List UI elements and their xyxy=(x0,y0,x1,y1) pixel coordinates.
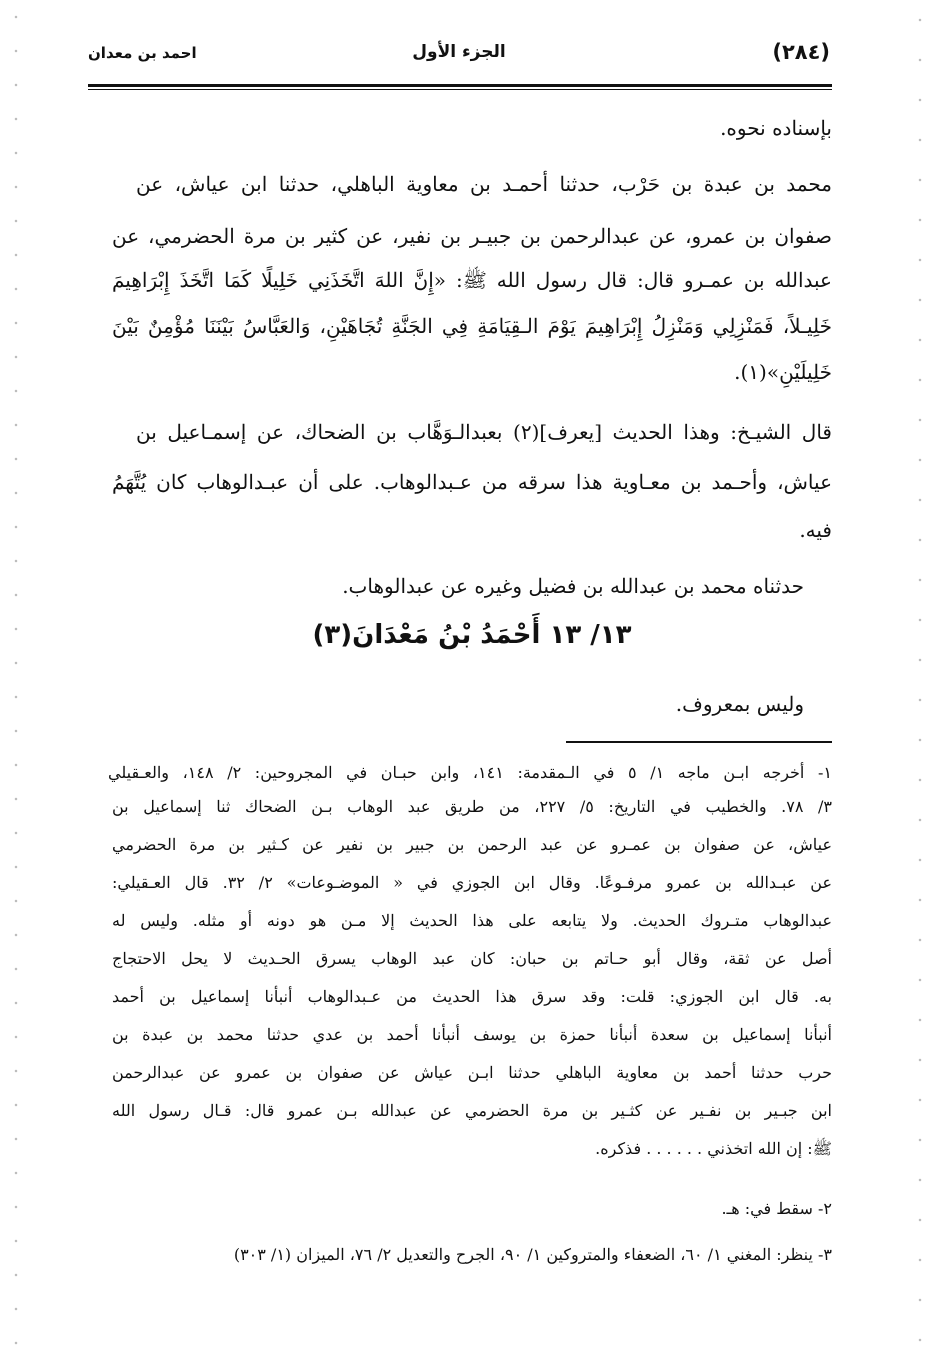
running-title: احمد بن معدان xyxy=(88,44,197,62)
footnote-line: عبدالوهاب متـروك الحديث. ولا يتابعه على هذا الحديث إلا مـن هو دونه أو مثله. وليس له xyxy=(112,911,832,930)
entry-title: ١٣/ ١٣ أَحْمَدُ بْنُ مَعْدَانَ(٣) xyxy=(312,620,632,650)
body-line: محمد بن عبدة بن حَرْب، حدثنا أحمـد بن معاوية الباهلي، حدثنا ابن عياش، عن xyxy=(136,172,832,196)
footnote-line: حرب حدثنا أحمد بن معاوية الباهلي حدثنا ابـن عياش عن صفوان بن عمرو عن عبدالرحمن xyxy=(112,1063,832,1082)
scan-dots-left xyxy=(14,0,18,1366)
body-line: عبدالله بن عمـرو قال: قال رسول الله ﷺ: «إِنَّ اللهَ اتَّخَذَنِي خَلِيلًا كَمَا اتَّخَذَ إِبْرَاهِيمَ xyxy=(112,268,832,292)
footnote-line: ﷺ: إن الله اتخذني . . . . . . فذكره. xyxy=(595,1139,832,1158)
body-line: قال الشيـخ: وهذا الحديث [يعرف](٢) بعبدالـوَهَّاب بن الضحاك، عن إسمـاعيل بن xyxy=(136,420,832,444)
body-line: بإسناده نحوه. xyxy=(720,116,832,140)
footnote-line: عن عبـدالله بن عمرو مرفـوعًا. وقال ابن الجوزي في « الموضـوعات» ٢/ ٣٢. قال العـقيلي: xyxy=(112,873,832,892)
body-line: عياش، وأحـمد بن معـاوية هذا سرقه من عـبدالوهاب. على أن عبـدالوهاب كان يُتَّهَمُ xyxy=(112,470,832,494)
body-line: حدثناه محمد بن عبدالله بن فضيل وغيره عن عبدالوهاب. xyxy=(342,574,804,598)
footnote-line: ابن جبـير بن نفـير عن كثـير بن مرة الحضرمي عن عبدالله بـن عمرو قال: قـال رسول الله xyxy=(112,1101,832,1120)
page-header xyxy=(88,36,830,80)
body-line: خَلِيلَيْنِ»(١). xyxy=(734,360,832,384)
page-number: (٢٨٤) xyxy=(772,40,830,64)
header-rule xyxy=(88,84,832,90)
footnote-rule xyxy=(566,741,832,743)
footnote-line: أنبأنا إسماعيل بن سعدة أنبأنا حمزة بن يوسف أنبأنا أحمد بن عدي حدثنا محمد بن عبدة بن xyxy=(112,1025,832,1044)
body-line: صفوان بن عمرو، عن عبدالرحمن بن جبيـر بن نفير، عن كثير بن مرة الحضرمي، عن xyxy=(112,224,832,248)
footnote-line: ٢- سقط في: هـ. xyxy=(721,1199,832,1218)
scan-dots-right xyxy=(918,0,922,1366)
footnote-line: ١- أخرجه ابـن ماجه ١/ ٥ في الـمقدمة: ١٤١، وابن حبـان في المجروحين: ٢/ ١٤٨، والعـقيلي xyxy=(108,763,832,782)
body-line: وليس بمعروف. xyxy=(675,692,804,716)
footnote-line: أصل عن ثقة، وقال أبو حـاتم بن حبان: كان عبد الوهاب يسرق الحـديث لا يحل الاحتجاج xyxy=(112,949,832,968)
volume-label: الجزء الأول xyxy=(412,42,506,62)
footnote-line: ٣/ ٧٨. والخطيب في التاريخ: ٥/ ٢٢٧، من طريق عبد الوهاب بـن الضحاك ثنا إسماعيل بن xyxy=(112,797,832,816)
footnote-line: ٣- ينظر: المغني ١/ ٦٠، الضعفاء والمتروكين ١/ ٩٠، الجرح والتعديل ٢/ ٧٦، الميزان (١/ ٣٠٣) xyxy=(233,1245,832,1264)
footnote-line: عياش، عن صفوان بن عمـرو عن عبد الرحمن بن جبير بن نفير عن كـثير بن مرة الحضرمي xyxy=(112,835,832,854)
body-line: خَلِيـلاً، فَمَنْزِلِي وَمَنْزِلُ إِبْرَاهِيمَ يَوْمَ الـقِيَامَةِ فِي الجَنَّةِ تُجَاهَيْنِ، وَالعَبَّاسُ بَيْنَنَا مُؤْمِنٌ بَيْنَ xyxy=(112,314,832,338)
body-line: فيه. xyxy=(799,518,832,542)
footnote-line: به. قال ابن الجوزي: قلت: وقد سرق هذا الحديث من عـبدالوهاب أنبأنا إسماعيل بن أحمد xyxy=(112,987,832,1006)
